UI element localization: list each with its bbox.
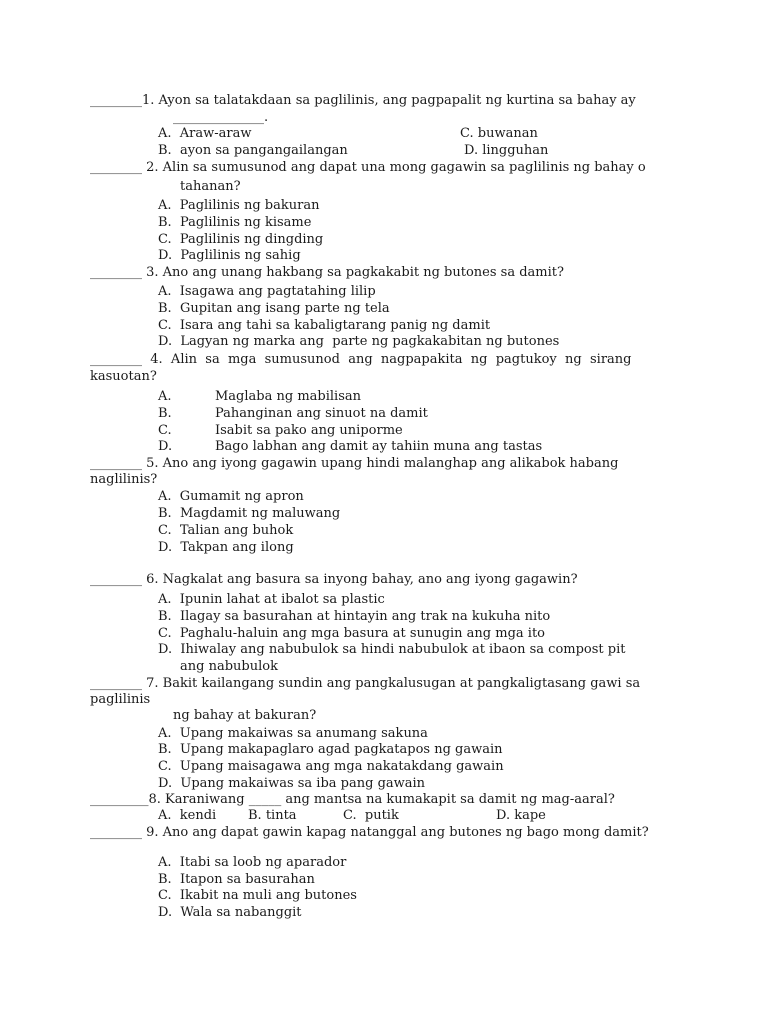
question-6-prompt: ________ 6. Nagkalat ang basura sa inyong bahay, ano ang iyong gagawin? bbox=[90, 572, 578, 587]
question-8-option-d: D. kape bbox=[496, 808, 546, 823]
question-9-option-b: B. Itapon sa basurahan bbox=[158, 872, 315, 887]
question-7-option-a: A. Upang makaiwas sa anumang sakuna bbox=[158, 726, 428, 741]
question-2-option-d: D. Paglilinis ng sahig bbox=[158, 248, 301, 263]
question-1-prompt: ________1. Ayon sa talatakdaan sa paglilinis, ang pagpapalit ng kurtina sa bahay ay bbox=[90, 93, 636, 108]
question-2-prompt: ________ 2. Alin sa sumusunod ang dapat una mong gagawin sa paglilinis ng bahay o bbox=[90, 160, 646, 175]
question-4-option-b: Pahanginan ang sinuot na damit bbox=[215, 406, 428, 421]
question-4-letter-c: C. bbox=[158, 423, 172, 438]
question-4-option-d: Bago labhan ang damit ay tahiin muna ang tastas bbox=[215, 439, 543, 454]
question-3-option-a: A. Isagawa ang pagtatahing lilip bbox=[158, 284, 376, 299]
question-9-prompt: ________ 9. Ano ang dapat gawin kapag natanggal ang butones ng bago mong damit? bbox=[90, 825, 649, 840]
question-3-option-b: B. Gupitan ang isang parte ng tela bbox=[158, 301, 390, 316]
question-5-option-c: C. Talian ang buhok bbox=[158, 523, 294, 538]
question-9-option-d: D. Wala sa nabanggit bbox=[158, 905, 302, 920]
question-1-option-b: B. ayon sa pangangailangan bbox=[158, 143, 348, 158]
question-5-continuation: naglilinis? bbox=[90, 472, 158, 487]
question-3-prompt: ________ 3. Ano ang unang hakbang sa pagkakabit ng butones sa damit? bbox=[90, 265, 564, 280]
question-5-option-d: D. Takpan ang ilong bbox=[158, 540, 294, 555]
question-1-option-d: D. lingguhan bbox=[464, 143, 549, 158]
question-8-prompt: _________8. Karaniwang _____ ang mantsa na kumakapit sa damit ng mag-aaral? bbox=[90, 792, 615, 807]
question-7-option-b: B. Upang makapaglaro agad pagkatapos ng gawain bbox=[158, 742, 503, 757]
question-8-option-a: A. kendi bbox=[158, 808, 217, 823]
question-5-prompt: ________ 5. Ano ang iyong gagawin upang hindi malanghap ang alikabok habang bbox=[90, 456, 619, 471]
question-4-prompt: ________ 4. Alin sa mga sumusunod ang nagpapakita ng pagtukoy ng sirang bbox=[90, 352, 632, 367]
question-6-option-c: C. Paghalu-haluin ang mga basura at sunugin ang mga ito bbox=[158, 626, 545, 641]
question-6-option-b: B. Ilagay sa basurahan at hintayin ang trak na kukuha nito bbox=[158, 609, 551, 624]
question-1-blank: ______________. bbox=[173, 110, 269, 125]
question-6-option-d: D. Ihiwalay ang nabubulok sa hindi nabubulok at ibaon sa compost pit bbox=[158, 642, 626, 657]
question-4-letter-b: B. bbox=[158, 406, 172, 421]
question-4-option-a: Maglaba ng mabilisan bbox=[215, 389, 361, 404]
question-7-option-c: C. Upang maisagawa ang mga nakatakdang gawain bbox=[158, 759, 504, 774]
question-2-continuation: tahanan? bbox=[180, 179, 241, 194]
question-8-option-b: B. tinta bbox=[248, 808, 297, 823]
question-2-option-c: C. Paglilinis ng dingding bbox=[158, 232, 324, 247]
question-9-option-a: A. Itabi sa loob ng aparador bbox=[158, 855, 347, 870]
question-5-option-b: B. Magdamit ng maluwang bbox=[158, 506, 341, 521]
question-6-option-a: A. Ipunin lahat at ibalot sa plastic bbox=[158, 592, 385, 607]
question-7-continuation: paglilinis bbox=[90, 692, 151, 707]
question-1-option-a: A. Araw-araw bbox=[158, 126, 252, 141]
question-3-option-d: D. Lagyan ng marka ang parte ng pagkakabitan ng butones bbox=[158, 334, 560, 349]
question-5-option-a: A. Gumamit ng apron bbox=[158, 489, 304, 504]
question-4-letter-d: D. bbox=[158, 439, 173, 454]
question-7-option-d: D. Upang makaiwas sa iba pang gawain bbox=[158, 776, 426, 791]
question-4-continuation: kasuotan? bbox=[90, 369, 157, 384]
question-3-option-c: C. Isara ang tahi sa kabaligtarang panig ng damit bbox=[158, 318, 491, 333]
question-7-prompt: ________ 7. Bakit kailangang sundin ang pangkalusugan at pangkaligtasang gawi sa bbox=[90, 676, 641, 691]
question-7-continuation-2: ng bahay at bakuran? bbox=[173, 708, 317, 723]
question-9-option-c: C. Ikabit na muli ang butones bbox=[158, 888, 357, 903]
question-8-option-c: C. putik bbox=[343, 808, 399, 823]
question-4-option-c: Isabit sa pako ang uniporme bbox=[215, 423, 403, 438]
question-1-option-c: C. buwanan bbox=[460, 126, 538, 141]
question-2-option-a: A. Paglilinis ng bakuran bbox=[158, 198, 320, 213]
question-6-option-d-continuation: ang nabubulok bbox=[180, 659, 278, 674]
question-4-letter-a: A. bbox=[158, 389, 172, 404]
question-2-option-b: B. Paglilinis ng kisame bbox=[158, 215, 312, 230]
